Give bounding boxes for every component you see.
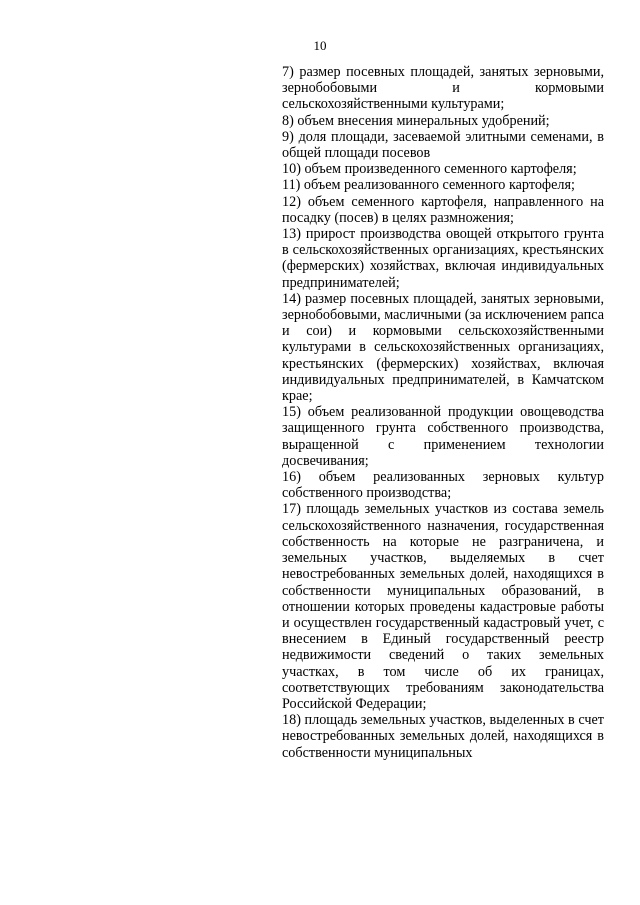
list-item-18: 18) площадь земельных участков, выделенных в счет невостребованных земельных долей, находящихся в собственности муниципальных: [282, 712, 604, 761]
list-item-13: 13) прирост производства овощей открытого грунта в сельскохозяйственных организациях, крестьянских (фермерских) хозяйствах, включая индивидуальных предпринимателей;: [282, 226, 604, 291]
list-item-15: 15) объем реализованной продукции овощеводства защищенного грунта собственного производства, выращенной с применением технологии досвечивания;: [282, 404, 604, 469]
list-item-8: 8) объем внесения минеральных удобрений;: [282, 112, 550, 129]
list-item-9: 9) доля площади, засеваемой элитными семенами, в общей площади посевов: [282, 128, 604, 162]
list-item-7: 7) размер посевных площадей, занятых зерновыми, зернобобовыми и кормовыми сельскохозяйственными культурами;: [282, 64, 604, 113]
list-item-14: 14) размер посевных площадей, занятых зерновыми, зернобобовыми, масличными (за исключением рапса и сои) и кормовыми сельскохозяйственными культурами в сельскохозяйственных организациях, крестьянских (фермерских) хозяйствах, включая индивидуальных предпринимателей, в Камчатском крае;: [282, 290, 604, 405]
list-item-10: 10) объем произведенного семенного картофеля;: [282, 161, 577, 178]
list-item-16: 16) объем реализованных зерновых культур собственного производства;: [282, 469, 604, 502]
list-item-17: 17) площадь земельных участков из состава земель сельскохозяйственного назначения, государственная собственность на которые не разграничена, и земельных участков, выделяемых в счет невостребованных земельных долей, находящихся в собственности муниципальных образований, в отношении которых проведены кадастровые работы и осуществлен государственный кадастровый учет, с внесением в Единый государственный реестр недвижимости сведений о таких земельных участках, в том числе об их границах, соответствующих требованиям законодательства Российской Федерации;: [282, 501, 604, 712]
page-number: 10: [313, 38, 327, 53]
list-item-11: 11) объем реализованного семенного картофеля;: [282, 177, 575, 194]
list-item-12: 12) объем семенного картофеля, направленного на посадку (посев) в целях размножения;: [282, 193, 604, 226]
document-text-column: [282, 64, 604, 761]
